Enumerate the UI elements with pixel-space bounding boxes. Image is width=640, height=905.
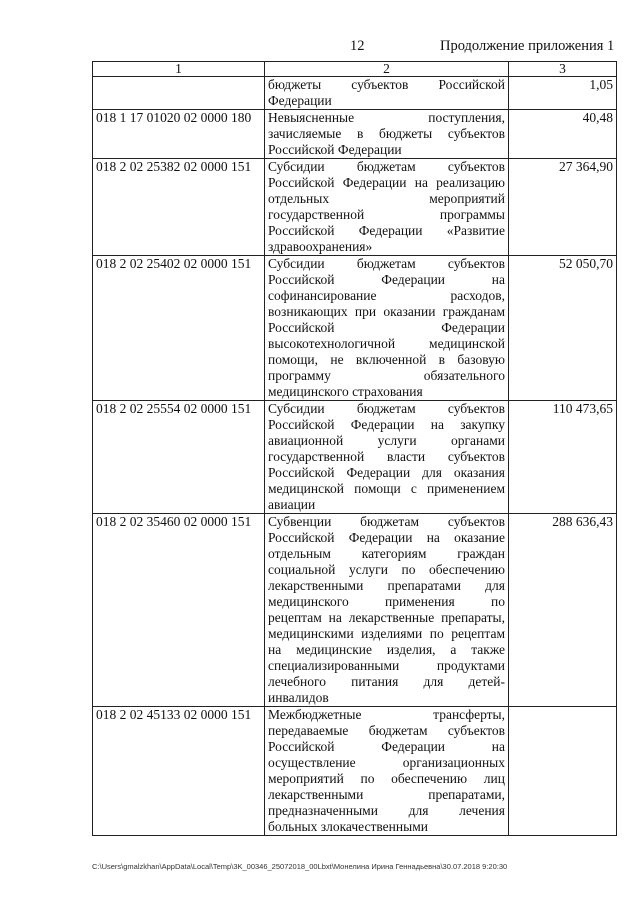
budget-code: 018 1 17 01020 02 0000 180: [93, 110, 265, 159]
description-line: лекарственными препаратами,: [268, 787, 505, 802]
table-row: [93, 77, 617, 110]
amount-value: 110 473,65: [509, 401, 617, 514]
description-line: осуществление организационных: [268, 755, 505, 770]
amount-value: 27 364,90: [509, 159, 617, 256]
description-line: Российской Федерации на оказание: [268, 530, 505, 545]
amount-value: 52 050,70: [509, 256, 617, 401]
description-line: софинансирование расходов,: [268, 288, 505, 303]
income-description: [265, 77, 509, 110]
income-description: [265, 401, 509, 514]
description-line: Субвенции бюджетам субъектов: [268, 514, 505, 529]
appendix-table: [92, 61, 617, 836]
table-row: [93, 707, 617, 836]
budget-code: 018 2 02 35460 02 0000 151: [93, 514, 265, 707]
description-line: Российской Федерации на: [268, 272, 505, 287]
column-header: 2: [265, 62, 509, 77]
description-line: предназначенными для лечения: [268, 803, 505, 818]
description-line: Невыясненные поступления,: [268, 110, 505, 125]
description-line: Российской Федерации на закупку: [268, 417, 505, 432]
description-line: зачисляемые в бюджеты субъектов: [268, 126, 505, 141]
description-line: Межбюджетные трансферты,: [268, 707, 505, 722]
description-line: программу обязательного: [268, 368, 505, 383]
budget-code: 018 2 02 25554 02 0000 151: [93, 401, 265, 514]
description-line: помощи, не включенной в базовую: [268, 352, 505, 367]
description-line: мероприятий по обеспечению лиц: [268, 771, 505, 786]
description-line: авиационной услуги органами: [268, 433, 505, 448]
description-line: Субсидии бюджетам субъектов: [268, 159, 505, 174]
continuation-title: Продолжение приложения 1: [440, 38, 615, 54]
income-description: [265, 256, 509, 401]
description-line: отдельным категориям граждан: [268, 546, 505, 561]
description-line: здравоохранения»: [268, 239, 373, 254]
budget-code: 018 2 02 45133 02 0000 151: [93, 707, 265, 836]
description-line: инвалидов: [268, 690, 329, 705]
description-line: передаваемые бюджетам субъектов: [268, 723, 505, 738]
description-line: социальной услуги по обеспечению: [268, 562, 505, 577]
table-header-row: [93, 62, 617, 77]
page-number: 12: [350, 38, 365, 54]
column-header: 1: [93, 62, 265, 77]
income-description: [265, 159, 509, 256]
description-line: больных злокачественными: [268, 819, 428, 834]
budget-code: 018 2 02 25402 02 0000 151: [93, 256, 265, 401]
income-description: [265, 707, 509, 836]
description-line: специализированными продуктами: [268, 658, 505, 673]
table-row: [93, 110, 617, 159]
description-line: Российской Федерации «Развитие: [268, 223, 505, 238]
description-line: медицинскими изделиями по рецептам: [268, 626, 505, 641]
description-line: отдельных мероприятий: [268, 191, 505, 206]
column-header: 3: [509, 62, 617, 77]
description-line: государственной власти субъектов: [268, 449, 505, 464]
description-line: авиации: [268, 497, 316, 512]
description-line: Субсидии бюджетам субъектов: [268, 256, 505, 271]
amount-value: 288 636,43: [509, 514, 617, 707]
description-line: Российской Федерации: [268, 142, 402, 157]
description-line: Федерации: [268, 93, 332, 108]
description-line: Российской Федерации на: [268, 739, 505, 754]
amount-value: 1,05: [509, 77, 617, 110]
table-row: [93, 159, 617, 256]
amount-value: [509, 707, 617, 836]
description-line: медицинского страхования: [268, 384, 423, 399]
budget-code: 018 2 02 25382 02 0000 151: [93, 159, 265, 256]
budget-code: [93, 77, 265, 110]
description-line: лекарственными препаратами для: [268, 578, 505, 593]
footer-path: C:\Users\gmalzkhan\AppData\Local\Temp\3K_00346_25072018_00Lbxt\Монелина Ирина Геннадьевна\30.07.2018 9:20:30: [92, 862, 508, 871]
description-line: на медицинские изделия, а также: [268, 642, 505, 657]
table-row: [93, 401, 617, 514]
table-row: [93, 514, 617, 707]
description-line: бюджеты субъектов Российской: [268, 77, 505, 92]
income-description: [265, 110, 509, 159]
description-line: рецептам на лекарственные препараты,: [268, 610, 505, 625]
description-line: высокотехнологичной медицинской: [268, 336, 505, 351]
description-line: лечебного питания для детей-: [268, 674, 505, 689]
description-line: государственной программы: [268, 207, 505, 222]
description-line: Субсидии бюджетам субъектов: [268, 401, 505, 416]
income-description: [265, 514, 509, 707]
description-line: медицинского применения по: [268, 594, 505, 609]
description-line: Российской Федерации для оказания: [268, 465, 505, 480]
description-line: Российской Федерации: [268, 320, 505, 335]
description-line: Российской Федерации на реализацию: [268, 175, 505, 190]
description-line: возникающих при оказании гражданам: [268, 304, 505, 319]
table-row: [93, 256, 617, 401]
amount-value: 40,48: [509, 110, 617, 159]
description-line: медицинской помощи с применением: [268, 481, 505, 496]
